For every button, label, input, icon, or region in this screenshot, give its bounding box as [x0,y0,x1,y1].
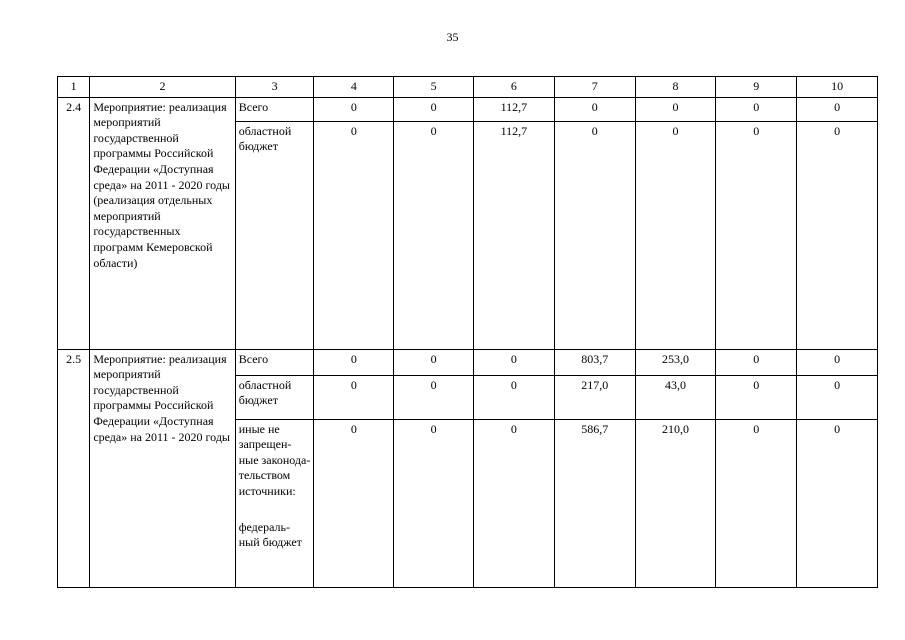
value-cell: 0 [474,419,555,587]
value-cell: 0 [474,349,555,375]
value-cell: 0 [394,375,474,419]
column-number: 4 [314,77,394,98]
column-number: 3 [235,77,314,98]
value-cell: 0 [394,349,474,375]
value-cell: 253,0 [635,349,716,375]
funding-source: областной бюджет [235,375,314,419]
activity-name: Мероприятие: реализация мероприятий государственной программы Российской Федерации «Доступная среда» на 2011 - 2020 годы (реализация отдельных мероприятий государственных программ Кемеровской области) [90,97,235,349]
value-cell: 0 [394,97,474,121]
value-cell: 0 [314,419,394,587]
column-number: 9 [716,77,797,98]
column-number: 8 [635,77,716,98]
row-code: 2.5 [58,349,90,587]
funding-source: областной бюджет [235,121,314,349]
value-cell: 0 [314,349,394,375]
value-cell: 586,7 [554,419,635,587]
funding-source-label: федераль-ный бюджет [238,519,302,550]
value-cell: 0 [635,97,716,121]
column-number: 6 [474,77,555,98]
column-number-row [58,77,878,98]
table-row [58,97,878,121]
value-cell: 0 [716,97,797,121]
value-cell: 0 [797,375,878,419]
value-cell: 0 [716,349,797,375]
value-cell: 0 [797,349,878,375]
value-cell: 0 [474,375,555,419]
value-cell: 0 [716,419,797,587]
value-cell: 43,0 [635,375,716,419]
value-cell: 0 [554,121,635,349]
funding-source-intro: иные не запрещен-ные законода-тельством источники: [238,421,311,498]
value-cell: 0 [635,121,716,349]
funding-source [235,419,314,587]
value-cell: 0 [797,97,878,121]
budget-table [57,76,878,588]
value-cell: 0 [394,121,474,349]
value-cell: 0 [716,121,797,349]
column-number: 1 [58,77,90,98]
value-cell: 112,7 [474,97,555,121]
column-number: 10 [797,77,878,98]
funding-source: Всего [235,97,314,121]
value-cell: 803,7 [554,349,635,375]
value-cell: 0 [797,419,878,587]
value-cell: 0 [554,97,635,121]
table-row [58,349,878,375]
value-cell: 0 [314,97,394,121]
value-cell: 0 [394,419,474,587]
value-cell: 0 [797,121,878,349]
value-cell: 217,0 [554,375,635,419]
column-number: 7 [554,77,635,98]
column-number: 5 [394,77,474,98]
value-cell: 0 [314,375,394,419]
value-cell: 0 [314,121,394,349]
funding-source: Всего [235,349,314,375]
value-cell: 112,7 [474,121,555,349]
activity-name: Мероприятие: реализация мероприятий государственной программы Российской Федерации «Доступная среда» на 2011 - 2020 годы [90,349,235,587]
page-number: 35 [446,30,459,44]
row-code: 2.4 [58,97,90,349]
column-number: 2 [90,77,235,98]
value-cell: 210,0 [635,419,716,587]
spacer [239,500,311,520]
value-cell: 0 [716,375,797,419]
